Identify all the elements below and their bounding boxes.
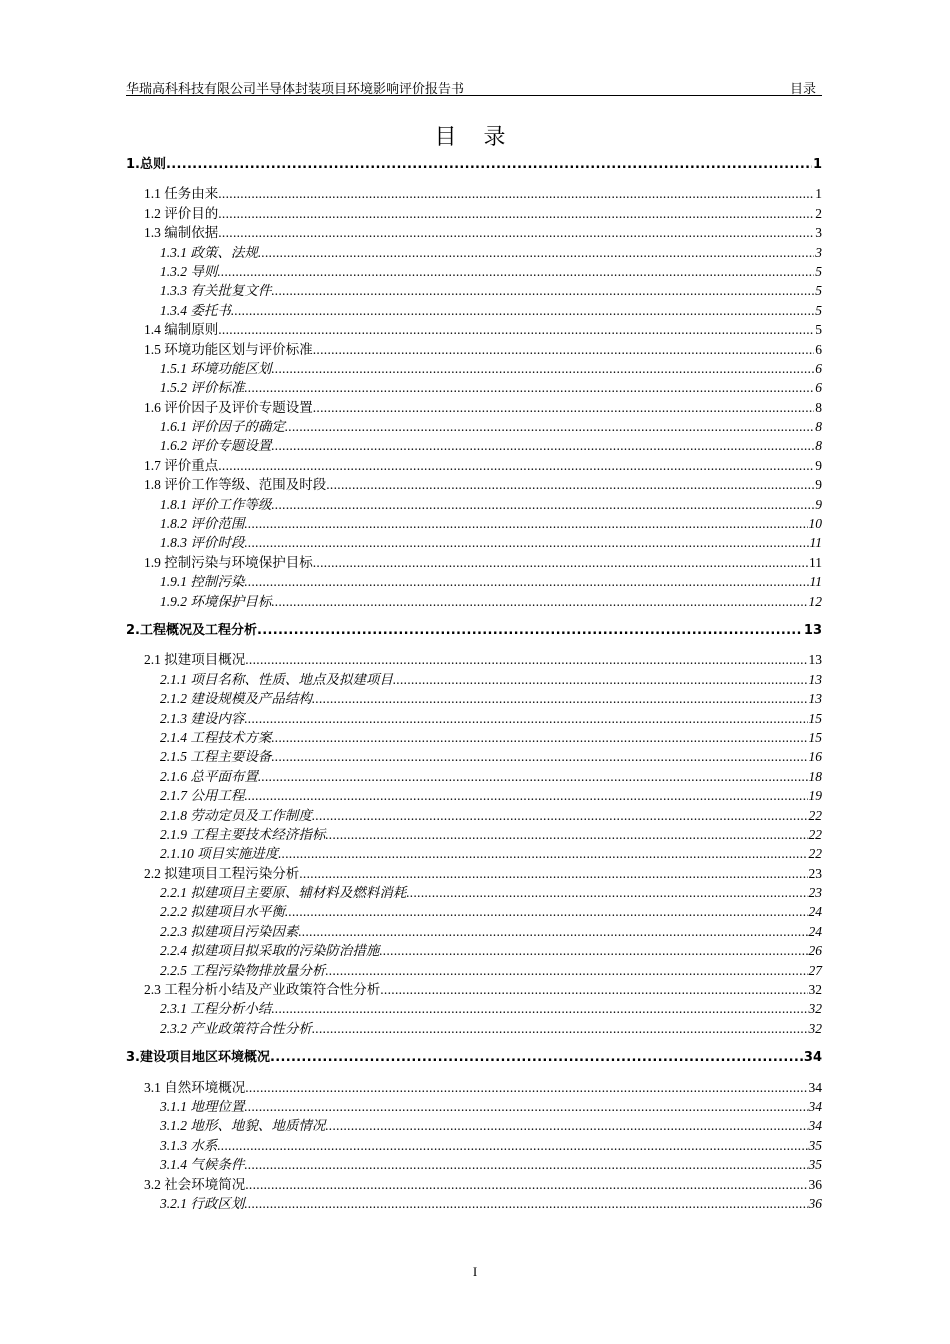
toc-entry-page-number: 24 xyxy=(808,904,822,920)
toc-subsection-entry[interactable] xyxy=(126,281,822,300)
toc-dot-leader xyxy=(244,378,814,397)
toc-dot-leader xyxy=(271,281,814,300)
toc-entry-label: 1.8.3 评价时段 xyxy=(160,535,245,551)
toc-entry-label: 1.5.1 环境功能区划 xyxy=(160,360,272,376)
header-section-label: 目录 xyxy=(789,81,816,96)
toc-dot-leader xyxy=(245,1078,807,1097)
toc-dot-leader xyxy=(271,999,807,1018)
toc-entry-label: 2.1 拟建项目概况 xyxy=(144,652,246,668)
toc-entry-label: 2.1.2 建设规模及产品结构 xyxy=(160,691,312,707)
toc-entry-label: 3.2 社会环境简况 xyxy=(144,1176,246,1192)
toc-dot-leader xyxy=(218,184,814,203)
toc-dot-leader xyxy=(244,1097,807,1116)
toc-subsection-entry[interactable] xyxy=(126,1019,822,1038)
toc-entry-label: 2.1.3 建设内容 xyxy=(160,710,245,726)
toc-section-entry[interactable] xyxy=(126,320,822,339)
toc-entry-label: 1.3.4 委托书 xyxy=(160,302,231,318)
toc-entry-label: 1.9 控制污染与环境保护目标 xyxy=(144,554,313,570)
toc-entry-label: 1.7 评价重点 xyxy=(144,457,219,473)
toc-entry-label: 1.6.1 评价因子的确定 xyxy=(160,419,285,435)
toc-entry-label: 3.1 自然环境概况 xyxy=(144,1079,246,1095)
toc-subsection-entry[interactable] xyxy=(126,243,822,262)
toc-dot-leader xyxy=(244,533,808,552)
toc-entry-label: 2.2.2 拟建项目水平衡 xyxy=(160,904,285,920)
toc-entry-label: 1.8.1 评价工作等级 xyxy=(160,496,272,512)
toc-entry-page-number: 27 xyxy=(808,962,822,978)
toc-entry-page-number: 19 xyxy=(808,788,822,804)
toc-entry-label: 1.总则 xyxy=(126,157,166,172)
toc-dot-leader xyxy=(312,689,808,708)
toc-entry-page-number: 32 xyxy=(808,1001,822,1017)
toc-dot-leader xyxy=(217,262,814,281)
toc-entry-page-number: 3 xyxy=(815,225,822,241)
toc-entry-page-number: 16 xyxy=(808,749,822,765)
toc-entry-page-number: 34 xyxy=(808,1118,822,1134)
toc-subsection-entry[interactable] xyxy=(126,747,822,766)
toc-dot-leader xyxy=(218,204,814,223)
toc-dot-leader xyxy=(217,1136,807,1155)
toc-dot-leader xyxy=(325,961,807,980)
page-number: I xyxy=(472,1264,478,1279)
toc-dot-leader xyxy=(245,650,807,669)
toc-entry-label: 1.3 编制依据 xyxy=(144,225,219,241)
toc-entry-label: 2.2.1 拟建项目主要原、辅材料及燃料消耗 xyxy=(160,885,407,901)
toc-entry-page-number: 18 xyxy=(808,768,822,784)
toc-dot-leader xyxy=(231,301,814,320)
toc-dot-leader xyxy=(218,320,814,339)
toc-entry-page-number: 11 xyxy=(809,574,822,590)
toc-subsection-entry[interactable] xyxy=(126,1116,822,1135)
page-title: 目 录 xyxy=(434,125,516,150)
toc-subsection-entry[interactable] xyxy=(126,922,822,941)
toc-subsection-entry[interactable] xyxy=(126,941,822,960)
toc-dot-leader xyxy=(313,398,815,417)
toc-entry-label: 1.3.2 导则 xyxy=(160,263,218,279)
toc-entry-page-number: 24 xyxy=(808,923,822,939)
toc-dot-leader xyxy=(245,1175,807,1194)
toc-dot-leader xyxy=(244,709,807,728)
toc-entry-label: 2.3.2 产业政策符合性分析 xyxy=(160,1020,312,1036)
toc-section-entry[interactable] xyxy=(126,398,822,417)
toc-entry-label: 1.6.2 评价专题设置 xyxy=(160,438,272,454)
toc-subsection-entry[interactable] xyxy=(126,1097,822,1116)
toc-section-entry[interactable] xyxy=(126,456,822,475)
toc-entry-page-number: 8 xyxy=(815,399,822,415)
toc-subsection-entry[interactable] xyxy=(126,883,822,902)
toc-section-entry[interactable] xyxy=(126,980,822,999)
toc-dot-leader xyxy=(270,1048,803,1067)
toc-section-entry[interactable] xyxy=(126,184,822,203)
toc-dot-leader xyxy=(271,747,807,766)
toc-entry-label: 2.1.4 工程技术方案 xyxy=(160,729,272,745)
toc-entry-label: 1.5.2 评价标准 xyxy=(160,380,245,396)
toc-entry-page-number: 23 xyxy=(808,865,822,881)
toc-entry-page-number: 6 xyxy=(815,380,822,396)
toc-subsection-entry[interactable] xyxy=(126,689,822,708)
toc-entry-page-number: 9 xyxy=(815,496,822,512)
toc-subsection-entry[interactable] xyxy=(126,378,822,397)
toc-subsection-entry[interactable] xyxy=(126,961,822,980)
toc-dot-leader xyxy=(325,825,807,844)
toc-subsection-entry[interactable] xyxy=(126,417,822,436)
header-report-title: 华瑞高科科技有限公司半导体封装项目环境影响评价报告书 xyxy=(126,81,465,96)
toc-subsection-entry[interactable] xyxy=(126,728,822,747)
toc-entry-page-number: 8 xyxy=(815,438,822,454)
toc-entry-label: 2.1.1 项目名称、性质、地点及拟建项目 xyxy=(160,671,393,687)
toc-dot-leader xyxy=(271,495,814,514)
toc-entry-page-number: 35 xyxy=(808,1137,822,1153)
toc-subsection-entry[interactable] xyxy=(126,514,822,533)
toc-entry-page-number: 22 xyxy=(808,826,822,842)
toc-dot-leader xyxy=(218,223,814,242)
toc-entry-label: 1.5 环境功能区划与评价标准 xyxy=(144,341,313,357)
toc-dot-leader xyxy=(244,572,808,591)
toc-entry-label: 3.1.2 地形、地貌、地质情况 xyxy=(160,1118,326,1134)
toc-dot-leader xyxy=(166,155,812,174)
toc-section-entry[interactable] xyxy=(126,475,822,494)
toc-entry-label: 1.3.1 政策、法规 xyxy=(160,244,258,260)
toc-entry-label: 2.2 拟建项目工程污染分析 xyxy=(144,865,300,881)
toc-entry-label: 1.6 评价因子及评价专题设置 xyxy=(144,399,313,415)
toc-entry-label: 3.1.3 水系 xyxy=(160,1137,218,1153)
toc-chapter-entry[interactable] xyxy=(126,621,822,640)
toc-entry-label: 1.3.3 有关批复文件 xyxy=(160,283,272,299)
toc-entry-label: 2.3.1 工程分析小结 xyxy=(160,1001,272,1017)
table-of-contents xyxy=(126,155,822,1213)
toc-entry-label: 2.1.6 总平面布置 xyxy=(160,768,258,784)
toc-entry-label: 1.2 评价目的 xyxy=(144,205,219,221)
toc-entry-page-number: 34 xyxy=(808,1079,822,1095)
toc-section-entry[interactable] xyxy=(126,1078,822,1097)
toc-dot-leader xyxy=(244,786,807,805)
toc-subsection-entry[interactable] xyxy=(126,844,822,863)
toc-section-entry[interactable] xyxy=(126,650,822,669)
toc-entry-page-number: 13 xyxy=(808,691,822,707)
toc-dot-leader xyxy=(285,902,808,921)
toc-entry-page-number: 32 xyxy=(808,1020,822,1036)
toc-entry-label: 3.1.1 地理位置 xyxy=(160,1098,245,1114)
toc-entry-page-number: 5 xyxy=(815,302,822,318)
toc-entry-page-number: 9 xyxy=(815,477,822,493)
toc-entry-page-number: 34 xyxy=(808,1098,822,1114)
toc-entry-page-number: 26 xyxy=(808,943,822,959)
toc-entry-page-number: 13 xyxy=(803,622,822,638)
toc-entry-label: 3.建设项目地区环境概况 xyxy=(126,1050,270,1066)
toc-entry-page-number: 15 xyxy=(808,710,822,726)
toc-entry-label: 3.2.1 行政区划 xyxy=(160,1195,245,1211)
toc-entry-label: 2.2.5 工程污染物排放量分析 xyxy=(160,962,326,978)
toc-entry-label: 1.4 编制原则 xyxy=(144,322,219,338)
toc-subsection-entry[interactable] xyxy=(126,301,822,320)
toc-dot-leader xyxy=(298,922,807,941)
toc-entry-page-number: 36 xyxy=(808,1176,822,1192)
toc-subsection-entry[interactable] xyxy=(126,709,822,728)
toc-entry-page-number: 36 xyxy=(808,1195,822,1211)
toc-entry-page-number: 10 xyxy=(808,516,822,532)
toc-dot-leader xyxy=(271,728,807,747)
toc-subsection-entry[interactable] xyxy=(126,786,822,805)
toc-dot-leader xyxy=(326,475,814,494)
toc-entry-label: 2.工程概况及工程分析 xyxy=(126,622,257,638)
toc-dot-leader xyxy=(406,883,807,902)
toc-dot-leader xyxy=(380,980,807,999)
toc-section-entry[interactable] xyxy=(126,1175,822,1194)
toc-subsection-entry[interactable] xyxy=(126,825,822,844)
toc-entry-page-number: 6 xyxy=(815,341,822,357)
toc-entry-page-number: 6 xyxy=(815,360,822,376)
toc-subsection-entry[interactable] xyxy=(126,999,822,1018)
toc-entry-label: 1.9.1 控制污染 xyxy=(160,574,245,590)
toc-entry-page-number: 13 xyxy=(808,652,822,668)
toc-dot-leader xyxy=(312,1019,808,1038)
toc-entry-label: 3.1.4 气候条件 xyxy=(160,1157,245,1173)
toc-subsection-entry[interactable] xyxy=(126,902,822,921)
toc-subsection-entry[interactable] xyxy=(126,806,822,825)
toc-dot-leader xyxy=(258,767,808,786)
toc-entry-page-number: 9 xyxy=(815,457,822,473)
toc-dot-leader xyxy=(393,670,808,689)
toc-entry-label: 2.1.5 工程主要设备 xyxy=(160,749,272,765)
toc-subsection-entry[interactable] xyxy=(126,1194,822,1213)
toc-dot-leader xyxy=(379,941,807,960)
toc-entry-page-number: 1 xyxy=(812,157,822,172)
toc-section-entry[interactable] xyxy=(126,553,822,572)
toc-subsection-entry[interactable] xyxy=(126,262,822,281)
toc-dot-leader xyxy=(271,592,807,611)
toc-chapter-entry[interactable] xyxy=(126,155,822,174)
toc-dot-leader xyxy=(271,436,814,455)
toc-subsection-entry[interactable] xyxy=(126,495,822,514)
toc-entry-page-number: 35 xyxy=(808,1157,822,1173)
toc-subsection-entry[interactable] xyxy=(126,670,822,689)
toc-section-entry[interactable] xyxy=(126,340,822,359)
toc-entry-page-number: 11 xyxy=(809,535,822,551)
toc-entry-label: 2.3 工程分析小结及产业政策符合性分析 xyxy=(144,982,381,998)
toc-entry-page-number: 5 xyxy=(815,263,822,279)
toc-subsection-entry[interactable] xyxy=(126,767,822,786)
toc-entry-page-number: 13 xyxy=(808,671,822,687)
toc-entry-label: 1.8 评价工作等级、范围及时段 xyxy=(144,477,327,493)
toc-dot-leader xyxy=(313,340,815,359)
toc-entry-label: 1.9.2 环境保护目标 xyxy=(160,593,272,609)
toc-entry-page-number: 12 xyxy=(808,593,822,609)
toc-entry-page-number: 3 xyxy=(815,244,822,260)
toc-entry-page-number: 5 xyxy=(815,283,822,299)
toc-dot-leader xyxy=(313,553,808,572)
page-header xyxy=(126,78,822,96)
toc-entry-page-number: 8 xyxy=(815,419,822,435)
toc-entry-page-number: 22 xyxy=(808,846,822,862)
toc-dot-leader xyxy=(325,1116,807,1135)
toc-section-entry[interactable] xyxy=(126,204,822,223)
toc-dot-leader xyxy=(271,359,814,378)
toc-entry-page-number: 32 xyxy=(808,982,822,998)
toc-subsection-entry[interactable] xyxy=(126,359,822,378)
toc-entry-page-number: 22 xyxy=(808,807,822,823)
toc-subsection-entry[interactable] xyxy=(126,592,822,611)
toc-subsection-entry[interactable] xyxy=(126,533,822,552)
toc-entry-page-number: 15 xyxy=(808,729,822,745)
toc-subsection-entry[interactable] xyxy=(126,1136,822,1155)
toc-dot-leader xyxy=(244,1194,807,1213)
toc-entry-page-number: 2 xyxy=(815,205,822,221)
toc-dot-leader xyxy=(257,621,803,640)
toc-subsection-entry[interactable] xyxy=(126,436,822,455)
toc-dot-leader xyxy=(312,806,808,825)
toc-dot-leader xyxy=(244,514,807,533)
toc-entry-label: 2.1.9 工程主要技术经济指标 xyxy=(160,826,326,842)
toc-section-entry[interactable] xyxy=(126,223,822,242)
toc-entry-page-number: 1 xyxy=(815,186,822,202)
toc-entry-page-number: 23 xyxy=(808,885,822,901)
toc-entry-label: 2.2.3 拟建项目污染因素 xyxy=(160,923,299,939)
toc-entry-page-number: 5 xyxy=(815,322,822,338)
toc-entry-label: 1.8.2 评价范围 xyxy=(160,516,245,532)
toc-dot-leader xyxy=(285,417,814,436)
toc-subsection-entry[interactable] xyxy=(126,1155,822,1174)
toc-entry-page-number: 11 xyxy=(809,554,822,570)
toc-subsection-entry[interactable] xyxy=(126,572,822,591)
toc-dot-leader xyxy=(244,1155,807,1174)
toc-entry-label: 2.1.7 公用工程 xyxy=(160,788,245,804)
toc-entry-label: 1.1 任务由来 xyxy=(144,186,219,202)
toc-entry-label: 2.1.10 项目实施进度 xyxy=(160,846,279,862)
toc-dot-leader xyxy=(258,243,814,262)
toc-dot-leader xyxy=(218,456,814,475)
toc-chapter-entry[interactable] xyxy=(126,1048,822,1067)
toc-dot-leader xyxy=(299,864,807,883)
toc-entry-label: 2.1.8 劳动定员及工作制度 xyxy=(160,807,312,823)
toc-entry-page-number: 34 xyxy=(803,1050,822,1066)
toc-dot-leader xyxy=(278,844,807,863)
toc-entry-label: 2.2.4 拟建项目拟采取的污染防治措施 xyxy=(160,943,380,959)
toc-section-entry[interactable] xyxy=(126,864,822,883)
